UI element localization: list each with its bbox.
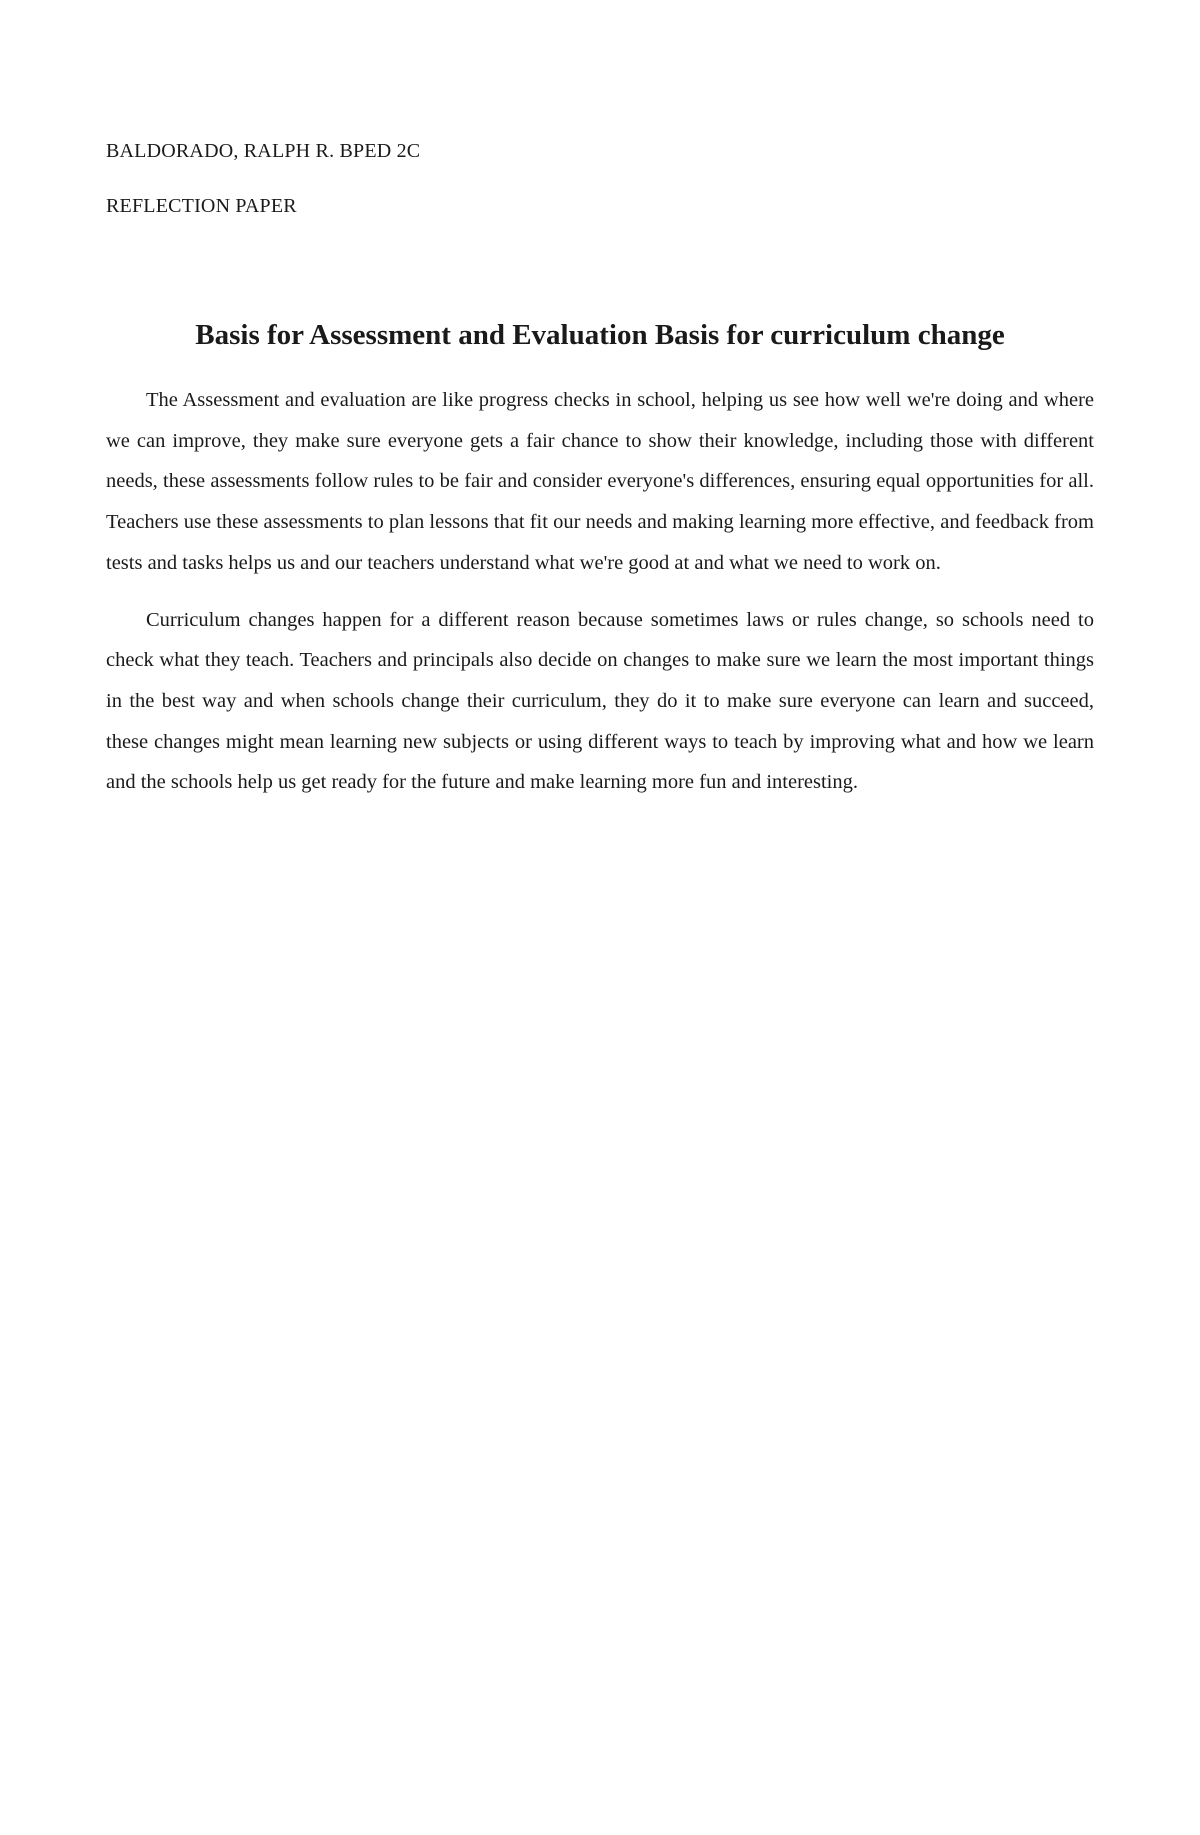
author-line: BALDORADO, RALPH R. BPED 2C (106, 140, 421, 162)
body-paragraph-assessment: The Assessment and evaluation are like progress checks in school, helping us see how well we're doing and where we can improve, they make sure everyone gets a fair chance to show their knowledge, including those with different needs, these assessments follow rules to be fair and consider everyone's differences, ensuring equal opportunities for all. Teachers use these assessments to plan lessons that fit our needs and making learning more effective, and feedback from tests and tasks helps us and our teachers understand what we're good at and what we need to work on. (106, 389, 1094, 574)
document-title: Basis for Assessment and Evaluation Basis for curriculum change (195, 319, 1005, 351)
document-type-label: REFLECTION PAPER (106, 195, 297, 217)
document-body (106, 380, 1094, 803)
body-paragraph-curriculum: Curriculum changes happen for a different reason because sometimes laws or rules change, so schools need to check what they teach. Teachers and principals also decide on changes to make sure we learn the most important things in the best way and when schools change their curriculum, they do it to make sure everyone can learn and succeed, these changes might mean learning new subjects or using different ways to teach by improving what and how we learn and the schools help us get ready for the future and make learning more fun and interesting. (106, 608, 1094, 794)
